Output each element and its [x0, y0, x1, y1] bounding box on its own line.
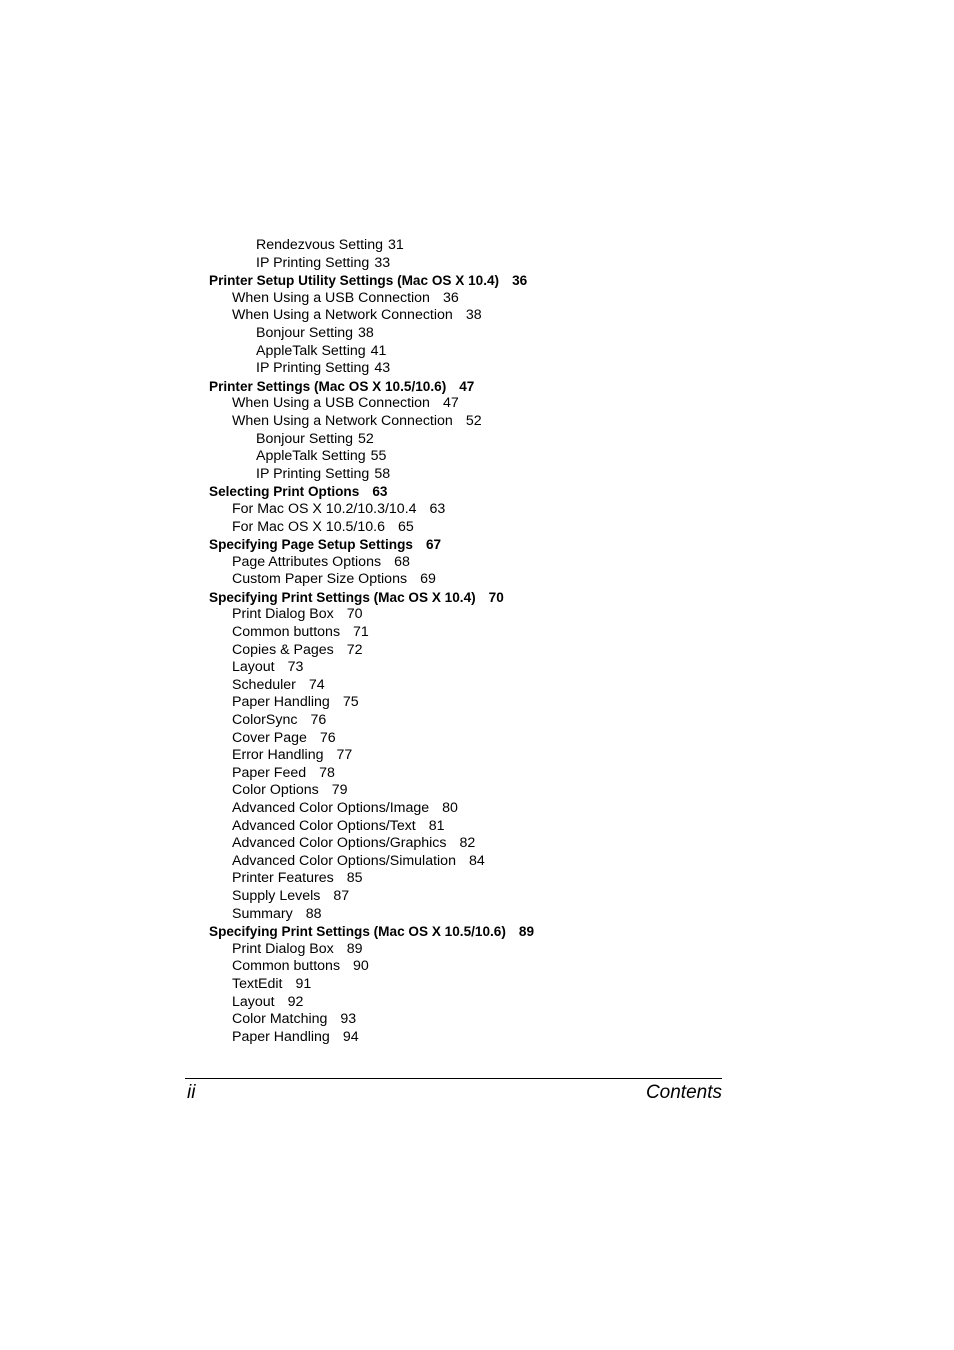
toc-entry[interactable] [0, 941, 954, 959]
toc-entry-page: 81 [428, 817, 445, 834]
toc-entry-title: Advanced Color Options/Image [232, 800, 430, 816]
toc-entry-title: Print Dialog Box [232, 606, 334, 623]
toc-entry-page: 55 [370, 448, 387, 465]
toc-entry[interactable] [0, 343, 954, 361]
toc-entry-page: 70 [488, 589, 504, 605]
toc-entry[interactable] [0, 237, 954, 255]
toc-entry[interactable] [0, 466, 954, 484]
toc-entry-page: 84 [468, 852, 485, 869]
toc-entry-page: 52 [465, 412, 482, 429]
toc-entry-title: Specifying Print Settings (Mac OS X 10.4) [209, 589, 476, 605]
toc-entry-page: 73 [287, 659, 304, 676]
toc-entry-title: Specifying Page Setup Settings [209, 537, 413, 553]
toc-entry-title: Printer Setup Utility Settings (Mac OS X 10.4) [209, 273, 500, 289]
toc-entry-title: Supply Levels [232, 887, 321, 904]
toc-entry-title: When Using a Network Connection [232, 412, 453, 429]
toc-entry[interactable] [0, 976, 954, 994]
toc-entry-page: 52 [358, 430, 374, 447]
toc-entry-page: 91 [295, 975, 312, 992]
toc-entry-title: IP Printing Setting [256, 254, 370, 271]
toc-entry[interactable] [0, 870, 954, 888]
toc-entry-title: Color Options [232, 782, 319, 799]
toc-entry-page: 85 [346, 870, 363, 887]
toc-entry-page: 36 [442, 289, 459, 306]
toc-entry-title: Layout [232, 993, 275, 1010]
toc-entry-page: 76 [310, 712, 327, 729]
toc-entry[interactable] [0, 624, 954, 642]
toc-entry-title: For Mac OS X 10.2/10.3/10.4 [232, 500, 417, 517]
toc-entry-title: Color Matching [232, 1011, 328, 1028]
toc-entry[interactable] [0, 800, 954, 818]
toc-entry[interactable] [0, 747, 954, 765]
toc-entry-page: 43 [374, 360, 391, 377]
toc-entry-title: When Using a USB Connection [232, 395, 430, 412]
toc-entry[interactable] [0, 835, 954, 853]
toc-entry[interactable] [0, 659, 954, 677]
toc-entry-page: 82 [459, 835, 476, 852]
toc-entry-title: ColorSync [232, 712, 298, 729]
toc-entry-page: 31 [387, 237, 404, 253]
toc-entry[interactable] [0, 923, 954, 941]
toc-entry[interactable] [0, 958, 954, 976]
toc-entry[interactable] [0, 994, 954, 1012]
toc-entry[interactable] [0, 642, 954, 660]
toc-entry-page: 47 [459, 378, 475, 394]
toc-entry[interactable] [0, 360, 954, 378]
toc-entry-page: 76 [319, 729, 336, 746]
toc-entry[interactable] [0, 501, 954, 519]
toc-entry-page: 33 [374, 254, 391, 271]
toc-entry[interactable] [0, 483, 954, 501]
toc-entry-title: Copies & Pages [232, 641, 334, 658]
toc-entry-page: 38 [465, 307, 482, 324]
toc-entry-title: Error Handling [232, 747, 324, 764]
toc-entry[interactable] [0, 536, 954, 554]
toc-entry-title: Bonjour Setting [256, 324, 354, 341]
footer-section-title: Contents [645, 1082, 722, 1103]
toc-entry[interactable] [0, 677, 954, 695]
toc-entry[interactable] [0, 571, 954, 589]
toc-entry[interactable] [0, 395, 954, 413]
toc-entry-title: AppleTalk Setting [256, 342, 366, 359]
toc-entry-page: 87 [333, 887, 350, 904]
toc-entry[interactable] [0, 413, 954, 431]
toc-entry-title: Rendezvous Setting [256, 237, 383, 253]
toc-entry[interactable] [0, 519, 954, 537]
toc-entry-page: 36 [512, 273, 528, 289]
toc-entry[interactable] [0, 431, 954, 449]
toc-entry[interactable] [0, 765, 954, 783]
toc-entry-page: 58 [374, 465, 391, 482]
table-of-contents [0, 237, 954, 1046]
toc-entry[interactable] [0, 906, 954, 924]
toc-entry-page: 89 [518, 924, 535, 940]
toc-entry-title: AppleTalk Setting [256, 448, 366, 465]
toc-entry-page: 41 [370, 342, 387, 359]
toc-entry-title: Common buttons [232, 624, 341, 641]
toc-entry-title: When Using a USB Connection [232, 289, 430, 306]
toc-entry-page: 88 [305, 905, 322, 922]
toc-entry-page: 80 [442, 800, 458, 816]
toc-entry-title: Cover Page [232, 729, 307, 746]
toc-entry[interactable] [0, 255, 954, 273]
toc-entry[interactable] [0, 782, 954, 800]
toc-entry[interactable] [0, 325, 954, 343]
toc-entry[interactable] [0, 818, 954, 836]
toc-entry[interactable] [0, 290, 954, 308]
toc-entry[interactable] [0, 730, 954, 748]
toc-entry-title: Specifying Print Settings (Mac OS X 10.5/10.6) [209, 924, 506, 940]
toc-entry-title: TextEdit [232, 975, 283, 992]
toc-entry[interactable] [0, 694, 954, 712]
toc-entry-page: 67 [425, 537, 442, 553]
toc-entry-title: Printer Features [232, 870, 334, 887]
toc-entry-page: 71 [353, 624, 369, 641]
toc-entry[interactable] [0, 378, 954, 396]
toc-entry-title: IP Printing Setting [256, 465, 370, 482]
toc-entry-title: Print Dialog Box [232, 940, 334, 957]
toc-entry-page: 89 [346, 940, 363, 957]
toc-entry-title: When Using a Network Connection [232, 307, 453, 324]
toc-entry-title: IP Printing Setting [256, 360, 370, 377]
toc-entry[interactable] [0, 888, 954, 906]
toc-entry-title: Bonjour Setting [256, 430, 354, 447]
toc-entry[interactable] [0, 448, 954, 466]
toc-entry-title: Common buttons [232, 958, 341, 975]
toc-entry-title: Advanced Color Options/Graphics [232, 835, 447, 852]
toc-entry-page: 63 [372, 484, 388, 500]
toc-entry-title: Selecting Print Options [209, 484, 360, 500]
toc-entry-title: Advanced Color Options/Simulation [232, 852, 456, 869]
toc-entry-page: 78 [319, 764, 335, 781]
toc-entry-title: Paper Feed [232, 764, 307, 781]
toc-entry-page: 75 [342, 694, 359, 711]
toc-entry-page: 68 [394, 553, 410, 570]
toc-entry-page: 63 [429, 500, 446, 517]
toc-entry-title: Layout [232, 659, 275, 676]
toc-entry-page: 92 [287, 993, 304, 1010]
toc-entry[interactable] [0, 272, 954, 290]
toc-entry[interactable] [0, 589, 954, 607]
toc-entry-title: Printer Settings (Mac OS X 10.5/10.6) [209, 378, 447, 394]
toc-entry-page: 93 [340, 1011, 357, 1028]
footer-divider [185, 1078, 722, 1079]
toc-entry-page: 65 [397, 518, 414, 535]
toc-entry-title: Paper Handling [232, 694, 330, 711]
toc-entry[interactable] [0, 853, 954, 871]
toc-entry-title: For Mac OS X 10.5/10.6 [232, 518, 385, 535]
toc-entry-page: 74 [308, 676, 325, 693]
toc-entry-page: 77 [336, 747, 353, 764]
toc-entry-title: Advanced Color Options/Text [232, 817, 416, 834]
toc-entry-page: 70 [346, 606, 363, 623]
toc-entry-title: Page Attributes Options [232, 553, 382, 570]
toc-entry-page: 79 [331, 782, 348, 799]
toc-entry-title: Paper Handling [232, 1028, 330, 1045]
toc-entry-page: 90 [353, 958, 369, 975]
toc-entry[interactable] [0, 554, 954, 572]
footer-page-number: ii [187, 1082, 196, 1103]
toc-entry[interactable] [0, 1029, 954, 1047]
toc-entry-page: 38 [358, 324, 374, 341]
toc-entry[interactable] [0, 1011, 954, 1029]
toc-entry[interactable] [0, 307, 954, 325]
toc-entry-page: 47 [442, 395, 459, 412]
toc-entry[interactable] [0, 712, 954, 730]
toc-entry-page: 94 [342, 1028, 359, 1045]
toc-entry[interactable] [0, 606, 954, 624]
toc-entry-page: 69 [420, 571, 436, 588]
toc-entry-title: Scheduler [232, 676, 296, 693]
toc-entry-title: Custom Paper Size Options [232, 571, 408, 588]
toc-entry-page: 72 [346, 641, 363, 658]
toc-entry-title: Summary [232, 905, 293, 922]
